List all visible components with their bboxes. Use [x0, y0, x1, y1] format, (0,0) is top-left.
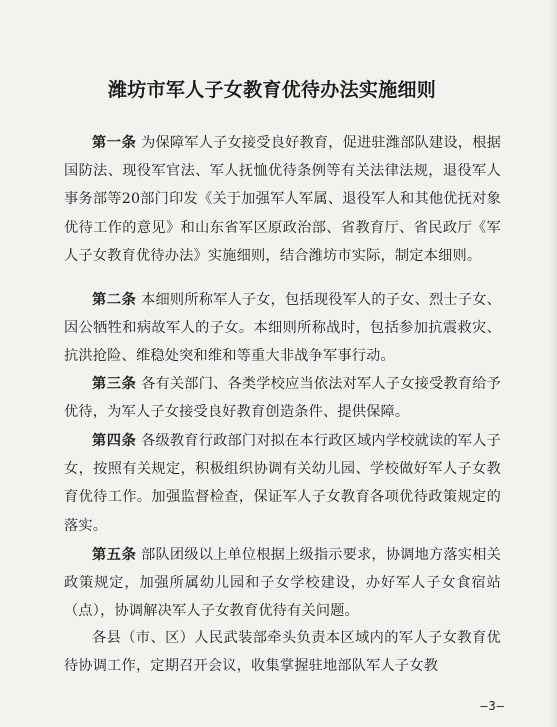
article-1-label: 第一条 [92, 135, 137, 151]
article-5-paragraph [64, 541, 501, 627]
article-2-paragraph [64, 286, 501, 372]
article-1-paragraph [64, 129, 501, 285]
article-2-text: 本细则所称军人子女，包括现役军人的子女、烈士子女、因公牺牲和病故军人的子女。本细则所称战时，包括参加抗震救灾、抗洪抢险、维稳处突和维和等重大非战争军事行动。 [64, 292, 501, 365]
article-3-paragraph [64, 370, 501, 428]
article-2-label: 第二条 [92, 292, 137, 308]
article-5-text: 部队团级以上单位根据上级指示要求，协调地方落实相关政策规定，加强所属幼儿园和子女学校建设，办好军人子女食宿站（点），协调解决军人子女教育优待有关问题。 [64, 547, 501, 620]
continuation-text: 各县（市、区）人民武装部牵头负责本区域内的军人子女教育优待协调工作，定期召开会议，收集掌握驻地部队军人子女教 [64, 630, 501, 675]
page-number: —3— [480, 699, 505, 713]
article-4-paragraph [64, 427, 501, 541]
article-3-text: 各有关部门、各类学校应当依法对军人子女接受教育给予优待，为军人子女接受良好教育创造条件、提供保障。 [64, 376, 501, 421]
article-4-text: 各级教育行政部门对拟在本行政区域内学校就读的军人子女，按照有关规定，积极组织协调有关幼儿园、学校做好军人子女教育优待工作。加强监督检查，保证军人子女教育各项优待政策规定的落实。 [64, 433, 501, 534]
article-3-label: 第三条 [92, 376, 137, 392]
article-5-label: 第五条 [92, 547, 137, 563]
document-title: 潍坊市军人子女教育优待办法实施细则 [108, 79, 437, 101]
continuation-paragraph [64, 624, 501, 682]
article-4-label: 第四条 [92, 433, 137, 449]
page-edge [551, 0, 557, 727]
article-1-text: 为保障军人子女接受良好教育，促进驻潍部队建设，根据国防法、现役军官法、军人抚恤优待条例等有关法律法规，退役军人事务部等20部门印发《关于加强军人军属、退役军人和其他优抚对象优待工作的意见》和山东省军区原政治部、省教育厅、省民政厅《军人子女教育优待办法》实施细则，结合潍坊市实际，制定本细则。 [64, 135, 501, 264]
